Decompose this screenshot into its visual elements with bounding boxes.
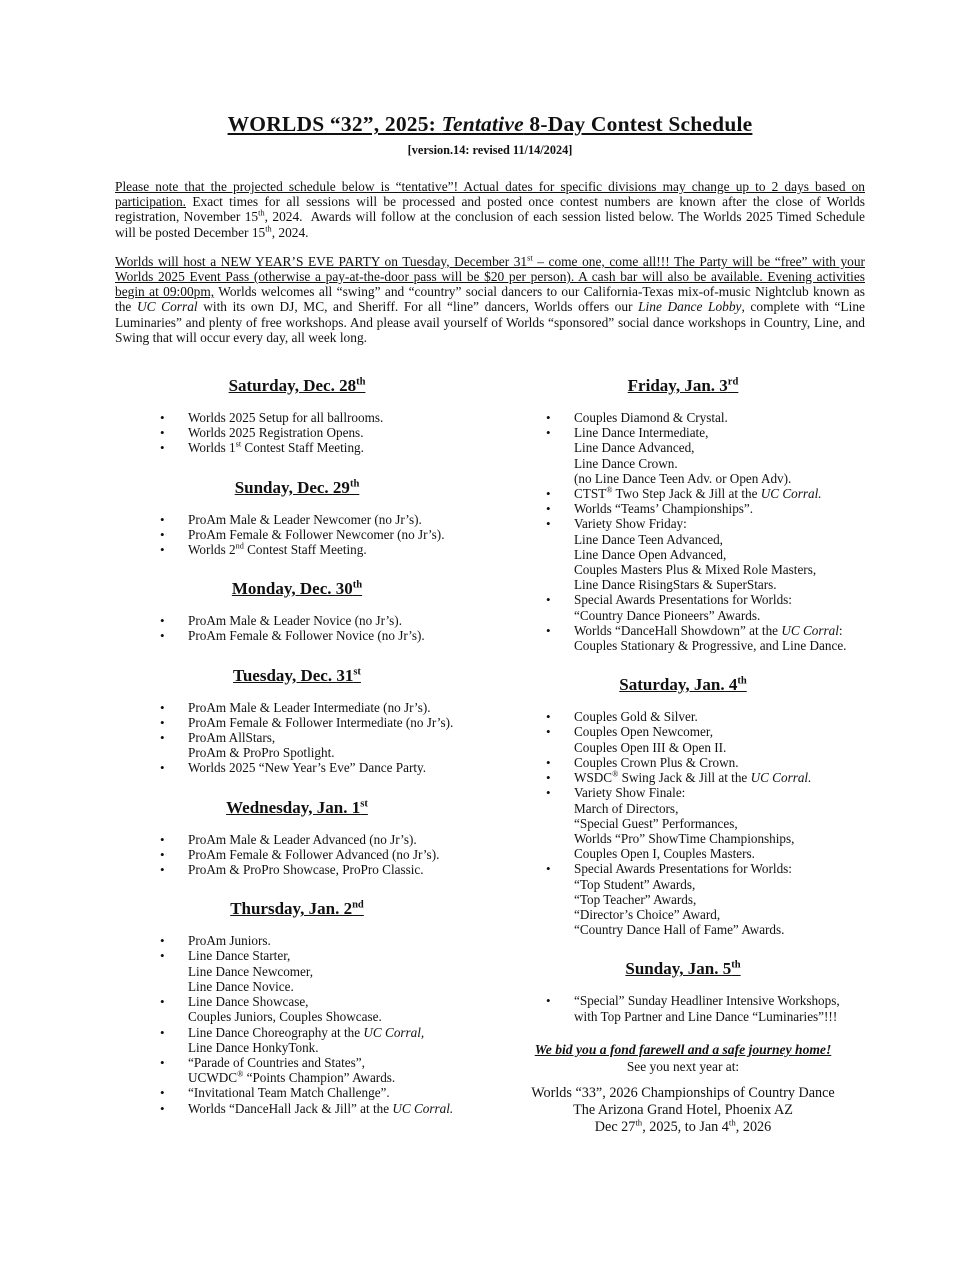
- event-item: [115, 1101, 479, 1116]
- event-item: [115, 730, 479, 760]
- event-line: • “Invitational Team Match Challenge”.: [188, 1085, 390, 1101]
- event-line: Couples Juniors, Couples Showcase.: [188, 1009, 382, 1025]
- event-item: [115, 1055, 479, 1085]
- event-item: [501, 709, 865, 724]
- schedule-columns: [115, 359, 865, 1136]
- event-line: • Worlds 2nd Contest Staff Meeting.: [188, 541, 367, 558]
- event-line: Couples Open I, Couples Masters.: [574, 846, 755, 862]
- event-item: [115, 410, 479, 425]
- event-line: • Worlds “DanceHall Showdown” at the UC Corral:: [574, 622, 843, 638]
- event-line: • ProAm Female & Follower Newcomer (no Jr’s).: [188, 526, 445, 542]
- event-line: • Worlds 2025 Setup for all ballrooms.: [188, 410, 384, 426]
- events-list-sunday-jan-5th: [501, 993, 865, 1023]
- event-line: • ProAm Male & Leader Intermediate (no Jr’s).: [188, 699, 431, 715]
- event-line: • Couples Gold & Silver.: [574, 709, 698, 725]
- event-line: • Worlds 2025 “New Year’s Eve” Dance Party.: [188, 760, 427, 776]
- event-item: [115, 760, 479, 775]
- event-item: [115, 1025, 479, 1055]
- event-line: “Top Student” Awards,: [574, 876, 696, 892]
- event-item: [115, 948, 479, 994]
- events-list-thursday-jan-2nd: [115, 933, 479, 1115]
- events-list-wednesday-jan-1st: [115, 832, 479, 878]
- event-item: [115, 1085, 479, 1100]
- event-line: Couples Open III & Open II.: [574, 739, 727, 755]
- event-line: • “Special” Sunday Headliner Intensive Workshops,: [574, 993, 840, 1009]
- event-item: [501, 501, 865, 516]
- event-item: [115, 542, 479, 557]
- events-list-friday-jan-3rd: [501, 410, 865, 653]
- event-item: [501, 861, 865, 937]
- event-line: • Couples Diamond & Crystal.: [574, 410, 728, 426]
- event-line: • Worlds “DanceHall Jack & Jill” at the UC Corral.: [188, 1100, 454, 1116]
- event-item: [501, 623, 865, 653]
- event-line: Line Dance HonkyTonk.: [188, 1039, 319, 1055]
- next-event-line-2: The Arizona Grand Hotel, Phoenix AZ: [573, 1101, 793, 1118]
- event-line: UCWDC® “Points Champion” Awards.: [188, 1069, 396, 1086]
- event-item: [501, 592, 865, 622]
- see-you-next-year-line: See you next year at:: [626, 1058, 740, 1074]
- event-line: “Special Guest” Performances,: [574, 815, 738, 831]
- event-item: [115, 933, 479, 948]
- day-heading-sunday-jan-5th: Sunday, Jan. 5th: [625, 959, 741, 979]
- event-item: [115, 700, 479, 715]
- event-line: • “Parade of Countries and States”,: [188, 1054, 365, 1070]
- events-list-tuesday-dec-31st: [115, 700, 479, 776]
- event-line: Worlds “Pro” ShowTime Championships,: [574, 830, 795, 846]
- day-heading-wednesday-jan-1st: Wednesday, Jan. 1st: [226, 797, 368, 817]
- event-item: [501, 425, 865, 486]
- event-line: • Variety Show Finale:: [574, 785, 686, 801]
- event-line: • ProAm Male & Leader Newcomer (no Jr’s).: [188, 511, 422, 527]
- event-item: [115, 440, 479, 455]
- new-years-party-paragraph: Worlds will host a NEW YEAR’S EVE PARTY on Tuesday, December 31st – come one, come all!!! The Party will be “free” with your Worlds 2025 Event Pass (otherwise a pay-at-the-door pass will be $20 per person). A cash bar will also be available. Evening activities begin at 09:00pm, Worlds welcomes all “swing” and “country” social dancers to our California-Texas mix-of-music Nightclub known as the UC Corral with its own DJ, MC, and Sheriff. For all “line” dancers, Worlds offers our Line Dance Lobby, complete with “Line Luminaries” and plenty of free workshops. And please avail yourself of Worlds “sponsored” social dance workshops in Country, Line, and Swing that will occur every day, all week long.: [115, 253, 865, 345]
- event-line: with Top Partner and Line Dance “Luminaries”!!!: [574, 1008, 838, 1024]
- day-heading-monday-dec-30th: Monday, Dec. 30th: [231, 579, 363, 599]
- events-list-saturday-jan-4th: [501, 709, 865, 937]
- day-heading-saturday-dec-28th: Saturday, Dec. 28th: [228, 376, 366, 396]
- farewell-line: We bid you a fond farewell and a safe journey home!: [534, 1041, 832, 1057]
- event-item: [501, 770, 865, 785]
- event-item: [115, 527, 479, 542]
- event-line: Couples Stationary & Progressive, and Line Dance.: [574, 638, 847, 654]
- day-heading-saturday-jan-4th: Saturday, Jan. 4th: [619, 675, 747, 695]
- event-line: “Top Teacher” Awards,: [574, 891, 697, 907]
- event-item: [115, 715, 479, 730]
- event-line: • ProAm & ProPro Showcase, ProPro Classic.: [188, 862, 424, 878]
- event-line: • Variety Show Friday:: [574, 516, 687, 532]
- event-line: • ProAm Male & Leader Advanced (no Jr’s).: [188, 831, 417, 847]
- event-item: [115, 862, 479, 877]
- event-line: Line Dance Open Advanced,: [574, 546, 727, 562]
- event-line: • Couples Open Newcomer,: [574, 724, 714, 740]
- event-line: • ProAm Male & Leader Novice (no Jr’s).: [188, 613, 402, 629]
- event-line: Line Dance Teen Advanced,: [574, 531, 723, 547]
- event-line: • Worlds “Teams’ Championships”.: [574, 501, 754, 517]
- schedule-right-column: [501, 359, 865, 1136]
- event-line: • CTST® Two Step Jack & Jill at the UC Corral.: [574, 485, 822, 502]
- events-list-sunday-dec-29th: [115, 512, 479, 558]
- event-line: Line Dance Advanced,: [574, 440, 695, 456]
- intro-paragraph: Please note that the projected schedule below is “tentative”! Actual dates for specific divisions may change up to 2 days based on participation. Exact times for all sessions will be processed and posted once contest numbers are known after the close of Worlds registration, November 15th, 2024. Awards will follow at the conclusion of each session listed below. The Worlds 2025 Timed Schedule will be posted December 15th, 2024.: [115, 179, 865, 240]
- event-item: [115, 425, 479, 440]
- event-item: [501, 724, 865, 754]
- event-line: • WSDC® Swing Jack & Jill at the UC Corral.: [574, 769, 812, 786]
- footer: [501, 1042, 865, 1136]
- event-line: • ProAm Female & Follower Novice (no Jr’s).: [188, 628, 425, 644]
- document-title: WORLDS “32”, 2025: Tentative 8-Day Contest Schedule: [227, 112, 753, 136]
- event-line: • Line Dance Intermediate,: [574, 425, 709, 441]
- event-line: • Line Dance Starter,: [188, 948, 291, 964]
- event-line: “Director’s Choice” Award,: [574, 906, 721, 922]
- event-line: • ProAm Female & Follower Advanced (no Jr’s).: [188, 846, 440, 862]
- version-line: [version.14: revised 11/14/2024]: [407, 143, 573, 157]
- event-item: [115, 847, 479, 862]
- event-line: • Line Dance Showcase,: [188, 994, 309, 1010]
- day-heading-friday-jan-3rd: Friday, Jan. 3rd: [627, 376, 739, 396]
- event-line: March of Directors,: [574, 800, 679, 816]
- event-line: • Line Dance Choreography at the UC Corral,: [188, 1024, 425, 1040]
- event-line: ProAm & ProPro Spotlight.: [188, 745, 335, 761]
- event-item: [501, 410, 865, 425]
- day-heading-sunday-dec-29th: Sunday, Dec. 29th: [234, 477, 360, 497]
- event-line: • Worlds 1st Contest Staff Meeting.: [188, 440, 364, 456]
- event-line: Line Dance RisingStars & SuperStars.: [574, 577, 777, 593]
- event-line: Line Dance Novice.: [188, 978, 294, 994]
- schedule-left-column: [115, 359, 479, 1136]
- event-line: (no Line Dance Teen Adv. or Open Adv).: [574, 470, 792, 486]
- event-item: [115, 628, 479, 643]
- events-list-monday-dec-30th: [115, 613, 479, 643]
- event-item: [115, 994, 479, 1024]
- event-line: • Worlds 2025 Registration Opens.: [188, 425, 364, 441]
- event-line: Line Dance Crown.: [574, 455, 678, 471]
- event-item: [501, 755, 865, 770]
- event-line: • Special Awards Presentations for Worlds:: [574, 861, 792, 877]
- event-item: [115, 512, 479, 527]
- day-heading-thursday-jan-2nd: Thursday, Jan. 2nd: [230, 899, 364, 919]
- event-line: • ProAm AllStars,: [188, 730, 276, 746]
- events-list-saturday-dec-28th: [115, 410, 479, 456]
- event-item: [501, 993, 865, 1023]
- event-item: [501, 785, 865, 861]
- event-item: [115, 613, 479, 628]
- event-line: • ProAm Juniors.: [188, 933, 271, 949]
- next-event-line-1: Worlds “33”, 2026 Championships of Country Dance: [531, 1084, 835, 1101]
- event-line: Line Dance Newcomer,: [188, 963, 314, 979]
- event-line: • Special Awards Presentations for Worlds:: [574, 592, 792, 608]
- event-line: “Country Dance Pioneers” Awards.: [574, 607, 761, 623]
- next-event-line-3: Dec 27th, 2025, to Jan 4th, 2026: [594, 1117, 772, 1135]
- day-heading-tuesday-dec-31st: Tuesday, Dec. 31st: [233, 665, 361, 685]
- event-line: • ProAm Female & Follower Intermediate (no Jr’s).: [188, 714, 454, 730]
- event-line: Couples Masters Plus & Mixed Role Masters,: [574, 562, 817, 578]
- event-item: [501, 516, 865, 592]
- event-item: [115, 832, 479, 847]
- event-line: • Couples Crown Plus & Crown.: [574, 754, 739, 770]
- event-line: “Country Dance Hall of Fame” Awards.: [574, 922, 785, 938]
- event-item: [501, 486, 865, 501]
